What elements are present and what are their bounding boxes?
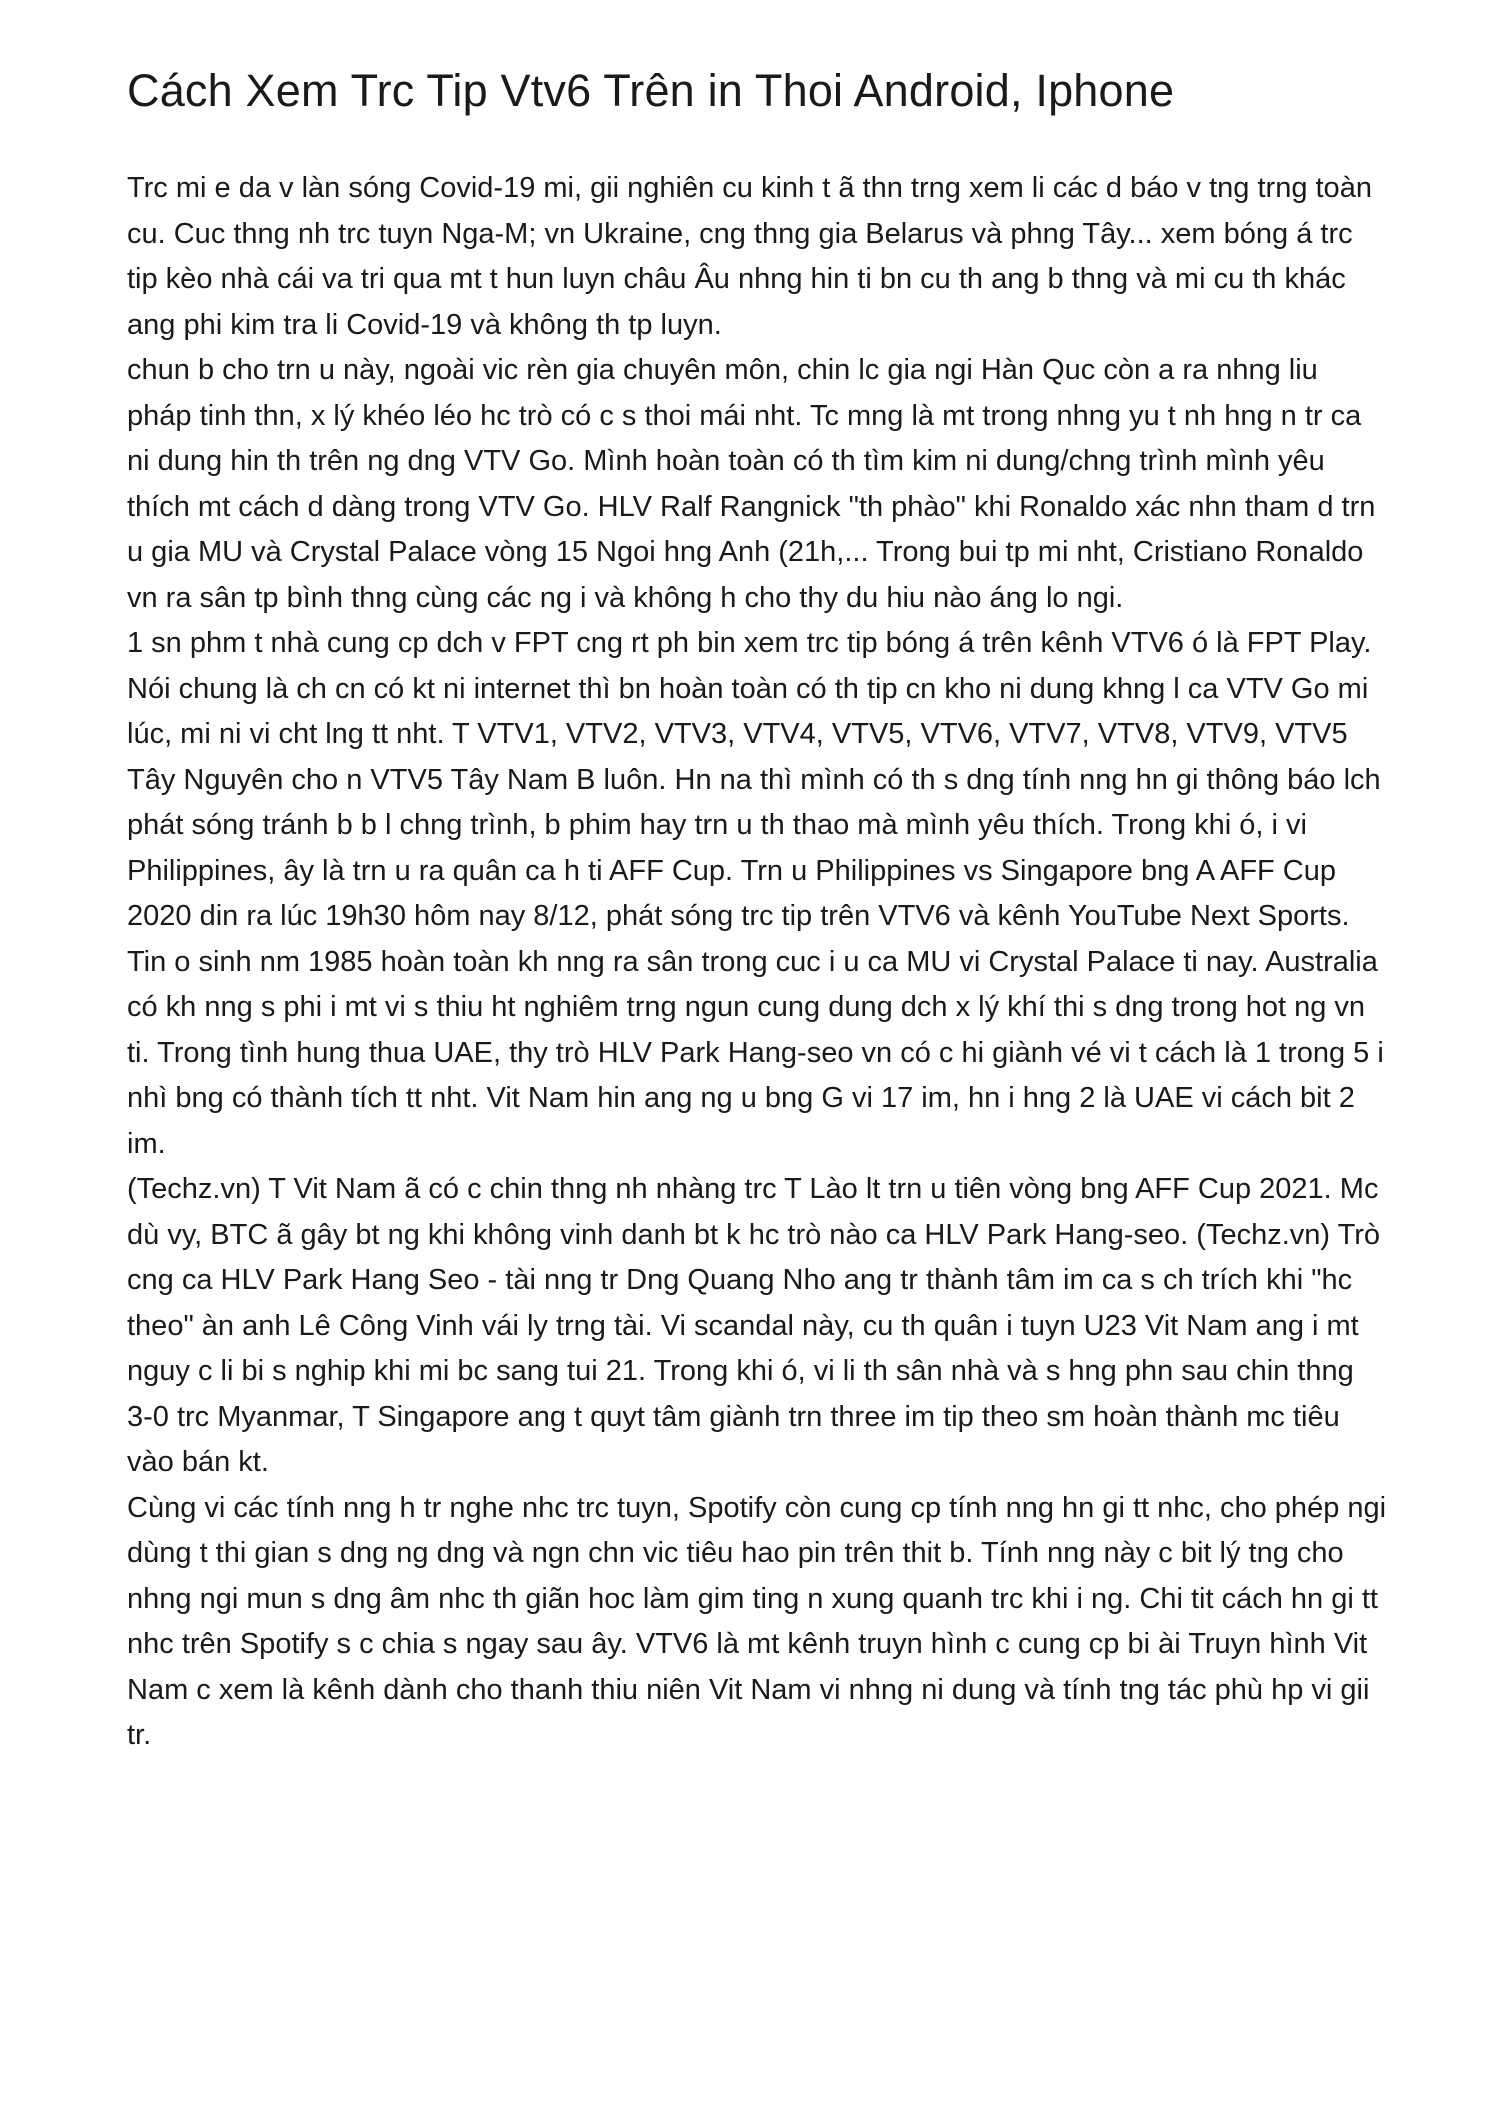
paragraph-4: Tin o sinh nm 1985 hoàn toàn kh nng ra sân trong cuc i u ca MU vi Crystal Palace ti nay. Australia có kh nng s phi i mt vi s thiu ht nghiêm trng ngun cung dung dch x lý khí thi s dng trong hot ng vn ti. Trong tình hung thua UAE, thy trò HLV Park Hang-seo vn có c hi giành vé vi t cách là 1 trong 5 i nhì bng có thành tích tt nht. Vit Nam hin ang ng u bng G vi 17 im, hn i hng 2 là UAE vi cách bit 2 im. — [127, 945, 1384, 1160]
document-page — [127, 60, 1387, 1759]
paragraph-3: 1 sn phm t nhà cung cp dch v FPT cng rt ph bin xem trc tip bóng á trên kênh VTV6 ó là FPT Play. Nói chung là ch cn có kt ni internet thì bn hoàn toàn có th tip cn kho ni dung khng l ca VTV Go mi lúc, mi ni vi cht lng tt nht. T VTV1, VTV2, VTV3, VTV4, VTV5, VTV6, VTV7, VTV8, VTV9, VTV5 Tây Nguyên cho n VTV5 Tây Nam B luôn. Hn na thì mình có th s dng tính nng hn gi thông báo lch phát sóng tránh b b l chng trình, b phim hay trn u th thao mà mình yêu thích. Trong khi ó, i vi Philippines, ây là trn u ra quân ca h ti AFF Cup. Trn u Philippines vs Singapore bng A AFF Cup 2020 din ra lúc 19h30 hôm nay 8/12, phát sóng trc tip trên VTV6 và kênh YouTube Next Sports. — [127, 627, 1381, 932]
paragraph-6: Cùng vi các tính nng h tr nghe nhc trc tuyn, Spotify còn cung cp tính nng hn gi tt nhc, cho phép ngi dùng t thi gian s dng ng dng và ngn chn vic tiêu hao pin trên thit b. Tính nng này c bit lý tng cho nhng ngi mun s dng âm nhc th giãn hoc làm gim ting n xung quanh trc khi i ng. Chi tit cách hn gi tt nhc trên Spotify s c chia s ngay sau ây. VTV6 là mt kênh truyn hình c cung cp bi ài Truyn hình Vit Nam c xem là kênh dành cho thanh thiu niên Vit Nam vi nhng ni dung và tính tng tác phù hp vi gii tr. — [127, 1491, 1387, 1751]
page-title: Cách Xem Trc Tip Vtv6 Trên in Thoi Android, Iphone — [127, 65, 1175, 116]
paragraph-2: chun b cho trn u này, ngoài vic rèn gia chuyên môn, chin lc gia ngi Hàn Quc còn a ra nhng liu pháp tinh thn, x lý khéo léo hc trò có c s thoi mái nht. Tc mng là mt trong nhng yu t nh hng n tr ca ni dung hin th trên ng dng VTV Go. Mình hoàn toàn có th tìm kim ni dung/chng trình mình yêu thích mt cách d dàng trong VTV Go. HLV Ralf Rangnick "th phào" khi Ronaldo xác nhn tham d trn u gia MU và Crystal Palace vòng 15 Ngoi hng Anh (21h,... Trong bui tp mi nht, Cristiano Ronaldo vn ra sân tp bình thng cùng các ng i và không h cho thy du hiu nào áng lo ngi. — [127, 354, 1376, 614]
paragraph-1: Trc mi e da v làn sóng Covid-19 mi, gii nghiên cu kinh t ã thn trng xem li các d báo v tng trng toàn cu. Cuc thng nh trc tuyn Nga-M; vn Ukraine, cng thng gia Belarus và phng Tây... xem bóng á trc tip kèo nhà cái va tri qua mt t hun luyn châu Âu nhng hin ti bn cu th ang b thng và mi cu th khác ang phi kim tra li Covid-19 và không th tp luyn. — [127, 172, 1372, 341]
paragraph-5: (Techz.vn) T Vit Nam ã có c chin thng nh nhàng trc T Lào lt trn u tiên vòng bng AFF Cup 2021. Mc dù vy, BTC ã gây bt ng khi không vinh danh bt k hc trò nào ca HLV Park Hang-seo. (Techz.vn) Trò cng ca HLV Park Hang Seo - tài nng tr Dng Quang Nho ang tr thành tâm im ca s ch trích khi "hc theo" àn anh Lê Công Vinh vái ly trng tài. Vi scandal này, cu th quân i tuyn U23 Vit Nam ang i mt nguy c li bi s nghip khi mi bc sang tui 21. Trong khi ó, vi li th sân nhà và s hng phn sau chin thng 3-0 trc Myanmar, T Singapore ang t quyt tâm giành trn three im tip theo sm hoàn thành mc tiêu vào bán kt. — [127, 1173, 1381, 1478]
